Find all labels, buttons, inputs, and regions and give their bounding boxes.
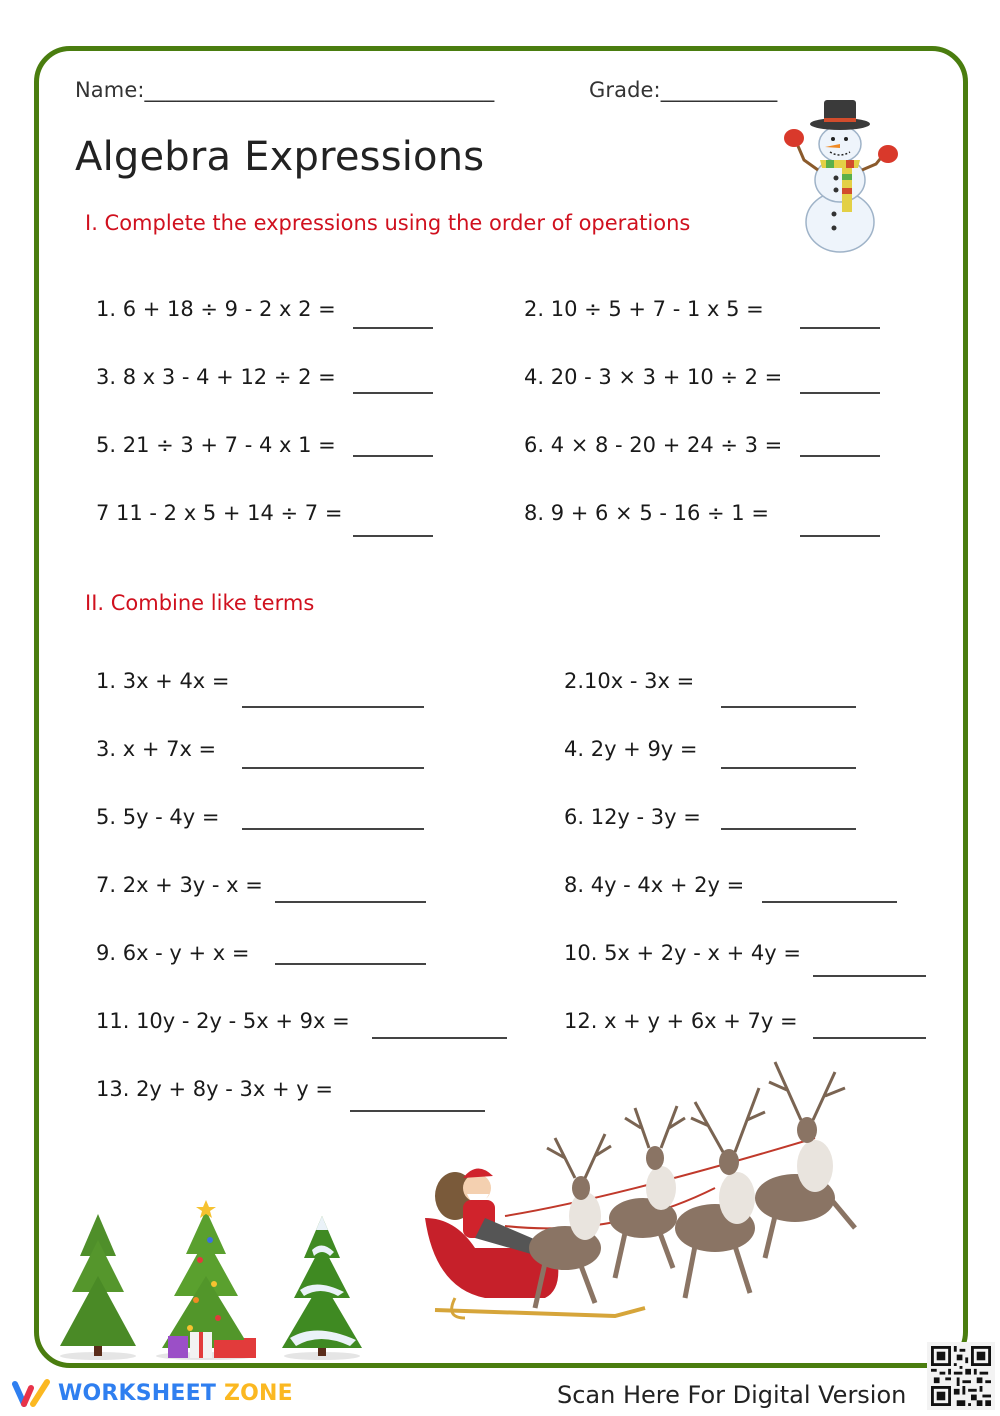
answer-blank-2-4[interactable] [721,767,856,769]
answer-blank-1-2[interactable] [800,327,880,329]
snowman-icon [780,94,900,254]
answer-blank-2-10[interactable] [813,975,926,977]
answer-blank-2-11[interactable] [372,1037,507,1039]
like-terms-problem-3: 3. x + 7x = [96,737,217,761]
order-problem-2: 2. 10 ÷ 5 + 7 - 1 x 5 = [524,297,764,321]
answer-blank-1-1[interactable] [353,327,433,329]
answer-blank-1-8[interactable] [800,535,880,537]
grade-field[interactable]: Grade:___________ [589,78,778,102]
order-problem-5: 5. 21 ÷ 3 + 7 - 4 x 1 = [96,433,336,457]
answer-blank-2-9[interactable] [275,963,426,965]
like-terms-problem-4: 4. 2y + 9y = [564,737,698,761]
like-terms-problem-6: 6. 12y - 3y = [564,805,701,829]
worksheet-zone-logo-icon [12,1378,52,1408]
order-problem-4: 4. 20 - 3 × 3 + 10 ÷ 2 = [524,365,783,389]
answer-blank-1-5[interactable] [353,455,433,457]
answer-blank-2-5[interactable] [242,828,424,830]
order-problem-7: 7 11 - 2 x 5 + 14 ÷ 7 = [96,501,343,525]
name-field[interactable]: Name:_________________________________ [75,78,495,102]
answer-blank-1-4[interactable] [800,392,880,394]
like-terms-problem-10: 10. 5x + 2y - x + 4y = [564,941,801,965]
answer-blank-2-8[interactable] [762,901,897,903]
answer-blank-2-1[interactable] [242,706,424,708]
answer-blank-2-7[interactable] [275,901,426,903]
qr-code-icon[interactable] [927,1342,995,1410]
order-problem-1: 1. 6 + 18 ÷ 9 - 2 x 2 = [96,297,336,321]
like-terms-problem-5: 5. 5y - 4y = [96,805,220,829]
worksheet-zone-logo[interactable] [12,1378,293,1408]
like-terms-problem-9: 9. 6x - y + x = [96,941,250,965]
section-1-title: I. Complete the expressions using the order of operations [85,211,691,235]
christmas-trees-icon [50,1200,370,1362]
section-2-title: II. Combine like terms [85,591,315,615]
like-terms-problem-1: 1. 3x + 4x = [96,669,230,693]
page-title: Algebra Expressions [75,134,485,180]
scan-instruction: Scan Here For Digital Version [557,1381,907,1409]
answer-blank-1-6[interactable] [800,455,880,457]
answer-blank-2-3[interactable] [242,767,424,769]
like-terms-problem-8: 8. 4y - 4x + 2y = [564,873,745,897]
answer-blank-1-3[interactable] [353,392,433,394]
like-terms-problem-7: 7. 2x + 3y - x = [96,873,263,897]
order-problem-3: 3. 8 x 3 - 4 + 12 ÷ 2 = [96,365,336,389]
brand-name: WORKSHEET ZONE [58,1380,293,1406]
answer-blank-2-2[interactable] [721,706,856,708]
like-terms-problem-2: 2.10x - 3x = [564,669,695,693]
santa-sleigh-reindeer-icon [415,1048,865,1348]
answer-blank-2-6[interactable] [721,828,856,830]
like-terms-problem-13: 13. 2y + 8y - 3x + y = [96,1077,333,1101]
like-terms-problem-12: 12. x + y + 6x + 7y = [564,1009,798,1033]
order-problem-6: 6. 4 × 8 - 20 + 24 ÷ 3 = [524,433,783,457]
answer-blank-1-7[interactable] [353,535,433,537]
order-problem-8: 8. 9 + 6 × 5 - 16 ÷ 1 = [524,501,769,525]
like-terms-problem-11: 11. 10y - 2y - 5x + 9x = [96,1009,350,1033]
answer-blank-2-12[interactable] [813,1037,926,1039]
